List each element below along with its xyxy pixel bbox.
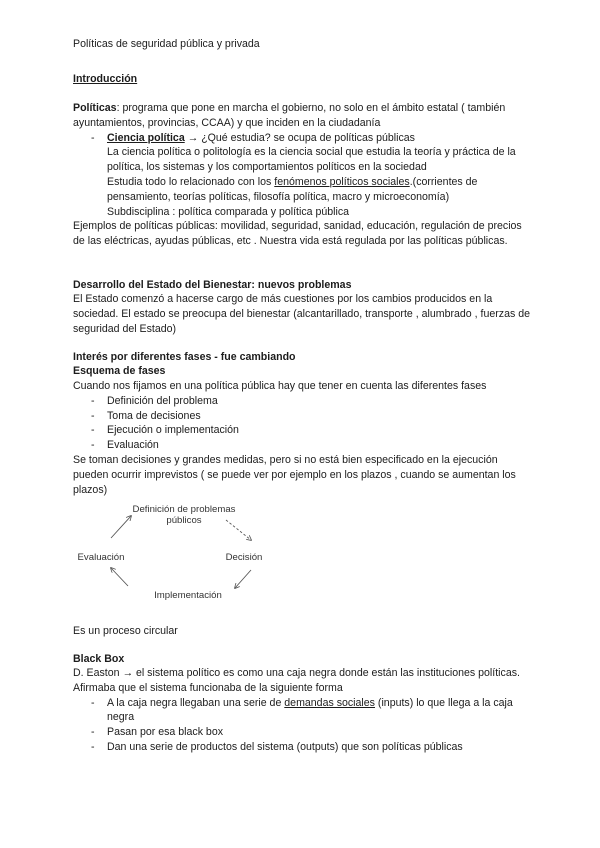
arrow-to-definition xyxy=(111,516,131,538)
blackbox-paragraph: D. Easton → el sistema político es como una caja negra donde están las instituciones políticas. Afirmaba que el sistema funcionaba de la siguiente forma xyxy=(73,667,520,694)
blackbox-section xyxy=(73,666,533,755)
circular-line: Es un proceso circular xyxy=(73,625,178,637)
politicas-text: : programa que pone en marcha el gobierno, no solo en el ámbito estatal ( también ayuntamientos, provincias, CCAA) y que inciden en la ciudadanía xyxy=(73,102,506,129)
list-item: - Ejecución o implementación xyxy=(73,423,533,438)
fases-list xyxy=(73,394,533,453)
fases-heading: Interés por diferentes fases - fue cambiando xyxy=(73,351,296,363)
fases-intro: Cuando nos fijamos en una política pública hay que tener en cuenta las diferentes fases xyxy=(73,380,487,392)
estudia-post: .(corrientes de pensamiento, teorías políticas, filosofía política, macro y microeconomía) xyxy=(107,175,478,203)
list-item xyxy=(73,696,533,726)
estudia-link: fenómenos políticos sociales xyxy=(274,175,410,188)
list-item: - Toma de decisiones xyxy=(73,409,533,424)
ciencia-list xyxy=(73,131,533,146)
politicas-paragraph xyxy=(73,101,533,131)
ciencia-label: Ciencia política xyxy=(107,131,185,144)
list-item: - Definición del problema xyxy=(73,394,533,409)
blackbox-list xyxy=(73,696,533,755)
estudia-paragraph xyxy=(73,175,533,205)
document-title: Políticas de seguridad pública y privada xyxy=(73,38,260,50)
item1-pre: A la caja negra llegaban una serie de xyxy=(107,696,285,709)
intro-heading: Introducción xyxy=(73,73,138,85)
ciencia-text: → ¿Qué estudia? se ocupa de políticas públicas xyxy=(184,131,415,144)
list-item xyxy=(73,131,533,146)
politicas-label: Políticas xyxy=(73,102,117,114)
diagram-label-evaluation: Evaluación xyxy=(77,552,125,563)
arrow-to-evaluation xyxy=(111,568,128,586)
list-item: - Pasan por esa black box xyxy=(73,725,533,740)
list-item: - Dan una serie de productos del sistema (outputs) que son políticas públicas xyxy=(73,740,533,755)
bienestar-heading: Desarrollo del Estado del Bienestar: nuevos problemas xyxy=(73,279,352,291)
demandas-link: demandas sociales xyxy=(284,696,375,709)
arrow-to-implementation xyxy=(235,570,251,588)
phases-cycle-diagram xyxy=(73,498,283,604)
diagram-label-definition: Definición de problemas públicos xyxy=(132,504,236,526)
diagram-label-implementation: Implementación xyxy=(154,590,222,601)
diagram-label-decision: Decisión xyxy=(225,552,263,563)
subdisciplina-line: Subdisciplina : política comparada y política pública xyxy=(107,205,350,218)
fases-subheading: Esquema de fases xyxy=(73,365,166,377)
bienestar-paragraph: El Estado comenzó a hacerse cargo de más cuestiones por los cambios producidos en la sociedad. El estado se preocupa del bienestar (alcantarillado, transporte , alumbrado , fuerzas de seguridad del Estado) xyxy=(73,293,530,335)
estudia-pre: Estudia todo lo relacionado con los xyxy=(107,175,275,188)
fases-text: Se toman decisiones y grandes medidas, pero si no está bien especificado en la ejecución pueden ocurrir imprevistos ( se puede ver por ejemplo en los plazos , cuando se aumentan los plazos) xyxy=(73,453,516,496)
intro-section xyxy=(73,101,533,249)
ciencia-definition: La ciencia política o politología es la ciencia social que estudia la teoría y práctica de la política, los sistemas y los comportamientos políticos en la sociedad xyxy=(107,146,516,174)
item1-post: (inputs) lo que llega a la caja negra xyxy=(107,696,513,724)
blackbox-heading: Black Box xyxy=(73,653,125,665)
ejemplos-paragraph: Ejemplos de políticas públicas: movilidad, seguridad, sanidad, educación, regulación de precios de las eléctricas, ayudas públicas, etc . Nuestra vida está regulada por las políticas públicas. xyxy=(73,220,522,248)
list-item: - Evaluación xyxy=(73,438,533,453)
fases-section xyxy=(73,379,533,497)
